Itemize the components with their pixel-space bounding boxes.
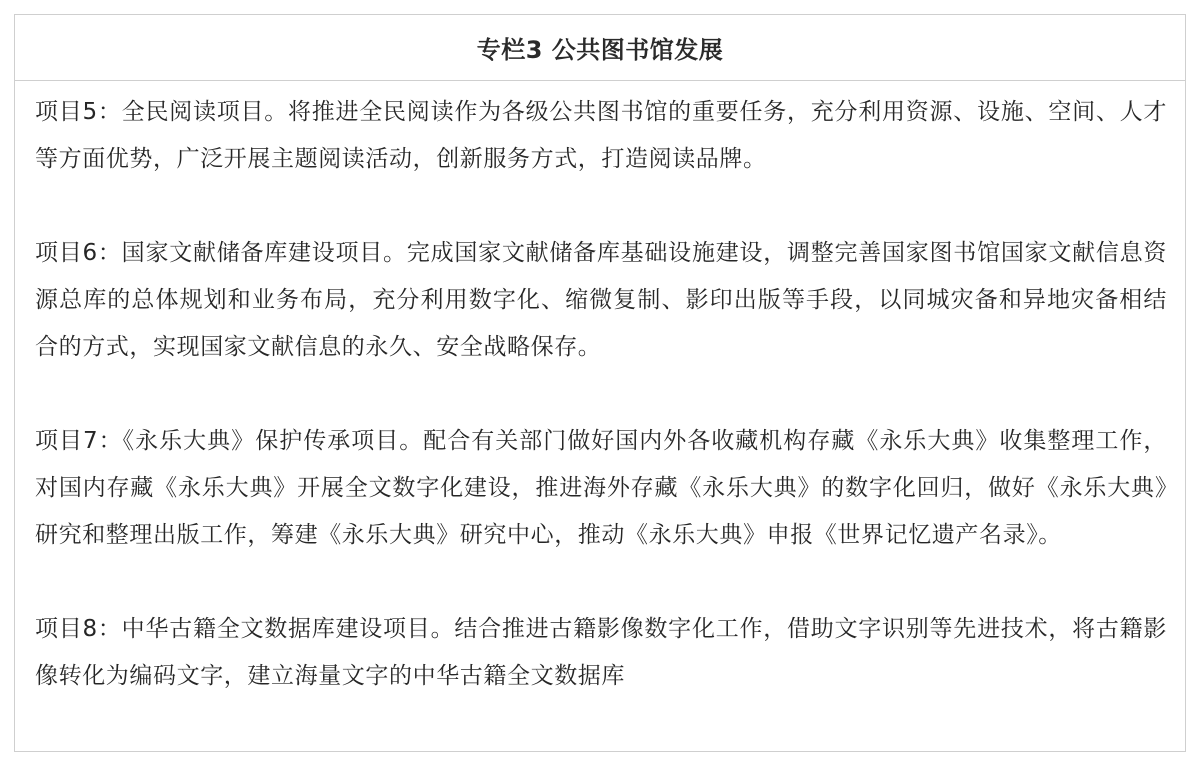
project-item-8: 项目8：中华古籍全文数据库建设项目。结合推进古籍影像数字化工作，借助文字识别等先进技术，将古籍影像转化为编码文字，建立海量文字的中华古籍全文数据库 [35,616,1167,689]
project-item-7: 项目7：《永乐大典》保护传承项目。配合有关部门做好国内外各收藏机构存藏《永乐大典》收集整理工作，对国内存藏《永乐大典》开展全文数字化建设，推进海外存藏《永乐大典》的数字化回归，做好《永乐大典》研究和整理出版工作，筹建《永乐大典》研究中心，推动《永乐大典》申报《世界记忆遗产名录》。 [35,428,1167,548]
project-item-6: 项目6：国家文献储备库建设项目。完成国家文献储备库基础设施建设，调整完善国家图书馆国家文献信息资源总库的总体规划和业务布局，充分利用数字化、缩微复制、影印出版等手段，以同城灾备和异地灾备相结合的方式，实现国家文献信息的永久、安全战略保存。 [35,240,1167,360]
panel-title: 专栏3 公共图书馆发展 [476,36,724,64]
panel-body [15,81,1185,700]
project-item-5: 项目5：全民阅读项目。将推进全民阅读作为各级公共图书馆的重要任务，充分利用资源、设施、空间、人才等方面优势，广泛开展主题阅读活动，创新服务方式，打造阅读品牌。 [35,99,1167,172]
column-panel [14,14,1186,752]
panel-header [15,15,1185,81]
